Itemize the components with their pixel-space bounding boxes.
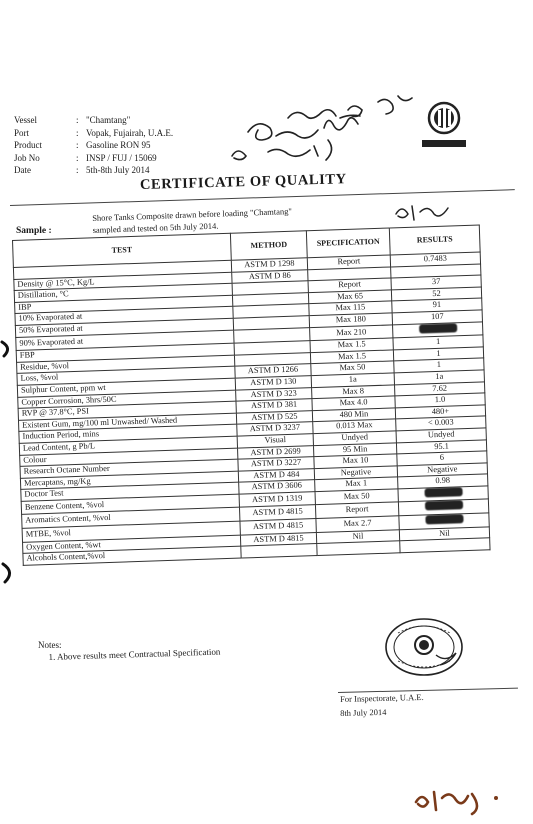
cell-test: Distillation, °C (14, 283, 232, 302)
cell-result: 6 (397, 451, 487, 466)
cell-specification: Max 115 (309, 301, 392, 315)
cell-method: ASTM D 1266 (235, 364, 311, 378)
cell-result: 1.0 (395, 393, 485, 408)
cell-specification: Max 50 (315, 489, 398, 505)
vessel-label: Vessel (14, 115, 37, 125)
redaction-mark (424, 487, 462, 497)
header-block (14, 114, 173, 177)
cell-specification: Max 1.5 (310, 338, 393, 352)
header-row-port: Port : Vopak, Fujairah, U.A.E. (14, 127, 174, 138)
sample-label: Sample : (16, 226, 52, 236)
cell-specification: 95 Min (313, 442, 396, 456)
cell-method: ASTM D 4815 (239, 505, 315, 521)
cell-specification: Negative (314, 466, 397, 480)
cell-specification: Report (307, 255, 390, 269)
cell-result: Nil (399, 526, 489, 541)
job-value: INSP / FUJ / 15069 (86, 152, 157, 163)
cell-method: Visual (237, 434, 313, 448)
vessel-value: "Chamtang" (86, 115, 131, 125)
cell-specification: Max 2.7 (316, 516, 399, 532)
cell-test: Copper Corrosion, 3hrs/50C (18, 390, 236, 409)
product-label: Product (14, 140, 42, 150)
cell-result: < 0.003 (396, 416, 486, 431)
cell-test: Existent Gum, mg/100 ml Unwashed/ Washed (18, 413, 236, 432)
cell-result: 1 (393, 347, 483, 362)
cell-method: ASTM D 2699 (238, 445, 314, 459)
cell-test: Alcohols Content,%vol (23, 546, 241, 565)
cell-test: 10% Evaporated at (15, 307, 233, 326)
cell-specification: Max 10 (314, 454, 397, 468)
cell-test: Sulphur Content, ppm wt (17, 378, 235, 397)
cell-result: 7.62 (394, 381, 484, 396)
quality-table-wrapper (12, 224, 491, 565)
watermark-logo-icon (410, 786, 528, 822)
cell-specification: Undyed (313, 431, 396, 445)
cell-method: ASTM D 3227 (238, 457, 314, 471)
cell-method: ASTM D 1298 (231, 258, 307, 272)
margin-ink-mark (0, 562, 18, 584)
cell-test: MTBE, %vol (22, 521, 240, 542)
notes-title: Notes: (38, 640, 62, 650)
inspectorate-logo-icon (414, 96, 474, 156)
cell-specification: Nil (316, 529, 399, 543)
cell-result (400, 538, 490, 553)
job-label: Job No (14, 152, 40, 163)
cell-result: 1 (394, 358, 484, 373)
cell-specification: 1a (311, 373, 394, 387)
cell-test: Research Octane Number (20, 459, 238, 478)
cell-specification (317, 541, 400, 555)
date-value: 5th-8th July 2014 (86, 165, 150, 175)
cell-method: ASTM D 1319 (239, 491, 315, 507)
cell-specification: Report (308, 278, 391, 292)
cell-method: ASTM D 3237 (237, 422, 313, 436)
cell-method: ASTM D 130 (235, 376, 311, 390)
cell-result: 91 (392, 298, 482, 313)
cell-method: ASTM D 86 (232, 269, 308, 283)
quality-table (12, 224, 491, 565)
cell-test: Loss, %vol (17, 367, 235, 386)
redaction-mark (425, 514, 463, 524)
cell-test: FBP (16, 343, 234, 362)
cell-test: 90% Evaporated at (16, 330, 234, 351)
cell-result: 0.98 (398, 474, 488, 489)
port-value: Vopak, Fujairah, U.A.E. (86, 127, 174, 138)
cell-test: Doctor Test (21, 482, 239, 501)
cell-method (241, 544, 317, 558)
cell-test: Induction Period, mins (19, 424, 237, 443)
col-header-test: TEST (13, 233, 232, 267)
cell-test: Residue, %vol (17, 355, 235, 374)
document-title: CERTIFICATE OF QUALITY (139, 171, 347, 193)
signature-rule (338, 688, 518, 693)
cell-test: Oxygen Content, %wt (23, 535, 241, 554)
redaction-mark (424, 501, 462, 511)
handwritten-annotation-top (228, 92, 418, 172)
cell-specification: Max 210 (310, 324, 393, 340)
cell-result: 37 (391, 275, 481, 290)
cell-specification: Report (315, 502, 398, 518)
notes-item-1: 1. Above results meet Contractual Specification (48, 646, 221, 662)
cell-specification: Max 4.0 (312, 396, 395, 410)
cell-result: Undyed (396, 428, 486, 443)
col-header-method: METHOD (230, 231, 307, 261)
signoff-date: 8th July 2014 (340, 706, 387, 718)
cell-specification: Max 8 (312, 384, 395, 398)
cell-result: 480+ (395, 405, 485, 420)
cell-test: 50% Evaporated at (15, 318, 233, 337)
product-value: Gasoline RON 95 (86, 140, 151, 150)
header-row-vessel: Vessel : "Chamtang" (14, 115, 131, 125)
cell-method: ASTM D 4815 (240, 532, 316, 546)
cell-specification: Max 1.5 (310, 350, 393, 364)
col-header-results: RESULTS (389, 225, 480, 255)
sample-line-2: sampled and tested on 5th July 2014. (92, 220, 219, 235)
col-header-specification: SPECIFICATION (306, 228, 390, 258)
cell-test: Aromatics Content, %vol (22, 508, 240, 529)
cell-test: Colour (20, 448, 238, 467)
header-row-product: Product : Gasoline RON 95 (14, 140, 151, 150)
cell-specification: Max 180 (309, 313, 392, 327)
cell-test: Density @ 15°C, Kg/L (14, 272, 232, 291)
cell-specification: Max 1 (315, 477, 398, 491)
margin-ink-mark (0, 340, 14, 358)
cell-result: 1 (393, 335, 483, 350)
cell-result: 1a (394, 370, 484, 385)
cell-result: 0.7483 (390, 252, 480, 267)
header-row-date: Date : 5th-8th July 2014 (14, 165, 150, 175)
inspectorate-stamp-icon (380, 615, 468, 679)
cell-result: Negative (397, 463, 487, 478)
header-row-job: Job No : INSP / FUJ / 15069 (14, 152, 157, 163)
table-body (13, 252, 490, 565)
cell-test: Benzene Content, %vol (21, 494, 239, 515)
cell-specification: Max 50 (311, 361, 394, 375)
sample-line-1: Shore Tanks Composite drawn before loading "Chamtang" (92, 206, 293, 223)
cell-method: ASTM D 484 (238, 468, 314, 482)
cell-method: ASTM D 323 (236, 387, 312, 401)
cell-method: ASTM D 4815 (240, 519, 316, 535)
redaction-mark (419, 323, 457, 333)
cell-result: 107 (392, 310, 482, 325)
cell-specification: 0.013 Max (313, 419, 396, 433)
cell-method: ASTM D 525 (236, 410, 312, 424)
inspectorate-signoff: For Inspectorate, U.A.E. (340, 691, 424, 704)
cell-method: ASTM D 381 (236, 399, 312, 413)
cell-test: Lead Content, g Pb/L (19, 436, 237, 455)
cell-test: Mercaptans, mg/Kg (20, 471, 238, 490)
cell-method: ASTM D 3606 (239, 480, 315, 494)
port-label: Port (14, 127, 30, 138)
cell-test: IBP (15, 295, 233, 314)
cell-result: 95.1 (396, 439, 486, 454)
cell-specification: Max 65 (308, 290, 391, 304)
cell-test: RVP @ 37.8°C, PSI (18, 401, 236, 420)
handwritten-annotation-mid (392, 196, 452, 226)
cell-result: 52 (391, 287, 481, 302)
date-label: Date (14, 165, 31, 175)
cell-specification: 480 Min (312, 408, 395, 422)
